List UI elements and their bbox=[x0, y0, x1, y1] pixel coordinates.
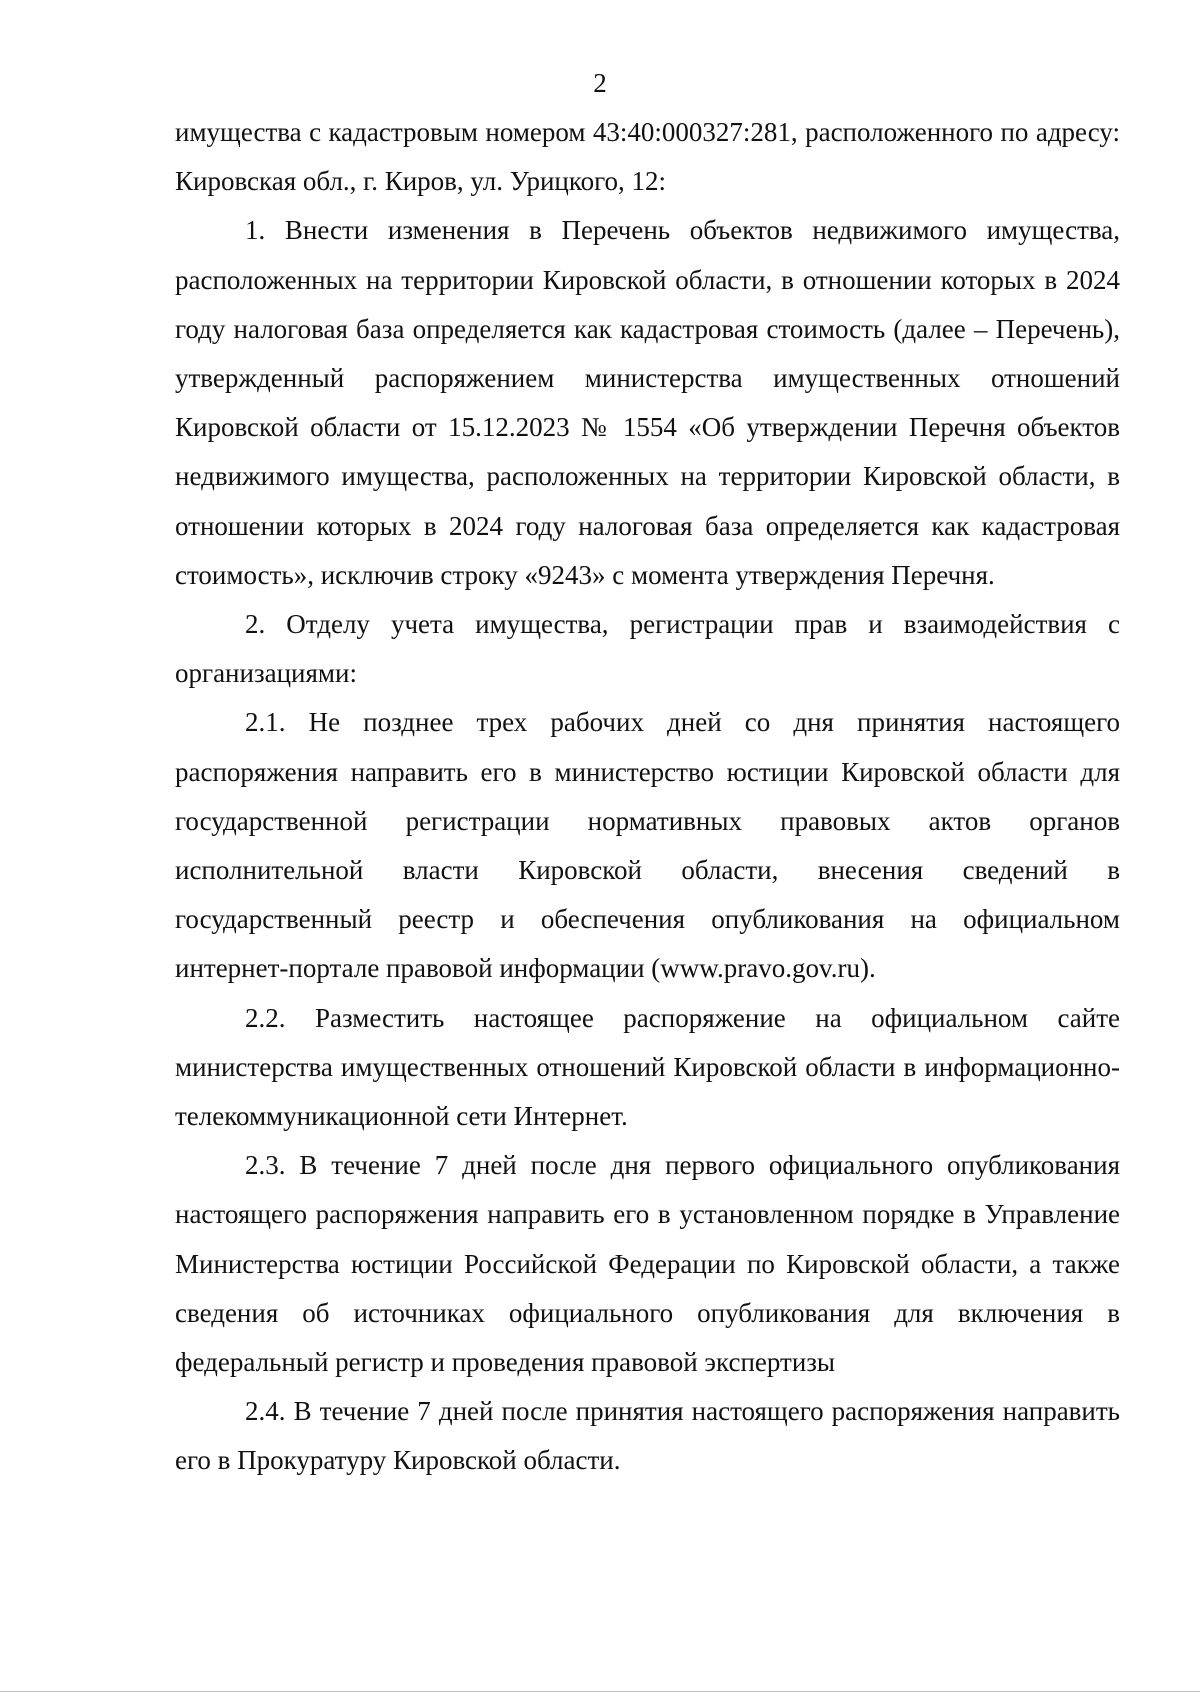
paragraph-item-2: 2. Отделу учета имущества, регистрации прав и взаимодействия с организациями: bbox=[175, 609, 1120, 689]
paragraph-item-2-4: 2.4. В течение 7 дней после принятия настоящего распоряжения направить его в Прокуратуру Кировской области. bbox=[175, 1396, 1120, 1476]
paragraph-item-1: 1. Внести изменения в Перечень объектов недвижимого имущества, расположенных на территории Кировской области, в отношении которых в 2024 году налоговая база определяется как кадастровая стоимость (далее – Перечень), утвержденный распоряжением министерства имущественных отношений Кировской области от 15.12.2023 № 1554 «Об утверждении Перечня объектов недвижимого имущества, расположенных на территории Кировской области, в отношении которых в 2024 году налоговая база определяется как кадастровая стоимость», исключив строку «9243» с момента утверждения Перечня. bbox=[175, 215, 1120, 590]
page-number: 2 bbox=[593, 68, 607, 98]
paragraph-continuation: имущества с кадастровым номером 43:40:000327:281, расположенного по адресу: Кировская обл., г. Киров, ул. Урицкого, 12: bbox=[175, 117, 1120, 197]
paragraph-item-2-3: 2.3. В течение 7 дней после дня первого официального опубликования настоящего распоряжения направить его в установленном порядке в Управление Министерства юстиции Российской Федерации по Кировской области, а также сведения об источниках официального опубликования для включения в федеральный регистр и проведения правовой экспертизы bbox=[175, 1150, 1120, 1378]
paragraph-item-2-2: 2.2. Разместить настоящее распоряжение на официальном сайте министерства имущественных отношений Кировской области в информационно-телекоммуникационной сети Интернет. bbox=[175, 1002, 1120, 1132]
paragraph-item-2-1: 2.1. Не позднее трех рабочих дней со дня принятия настоящего распоряжения направить его в министерство юстиции Кировской области для государственной регистрации нормативных правовых актов органов исполнительной власти Кировской области, внесения сведений в государственный реестр и обеспечения опубликования на официальном интернет-портале правовой информации (www.pravo.gov.ru). bbox=[175, 707, 1120, 984]
document-body bbox=[175, 108, 1120, 1486]
scan-bottom-edge bbox=[0, 1691, 1200, 1692]
